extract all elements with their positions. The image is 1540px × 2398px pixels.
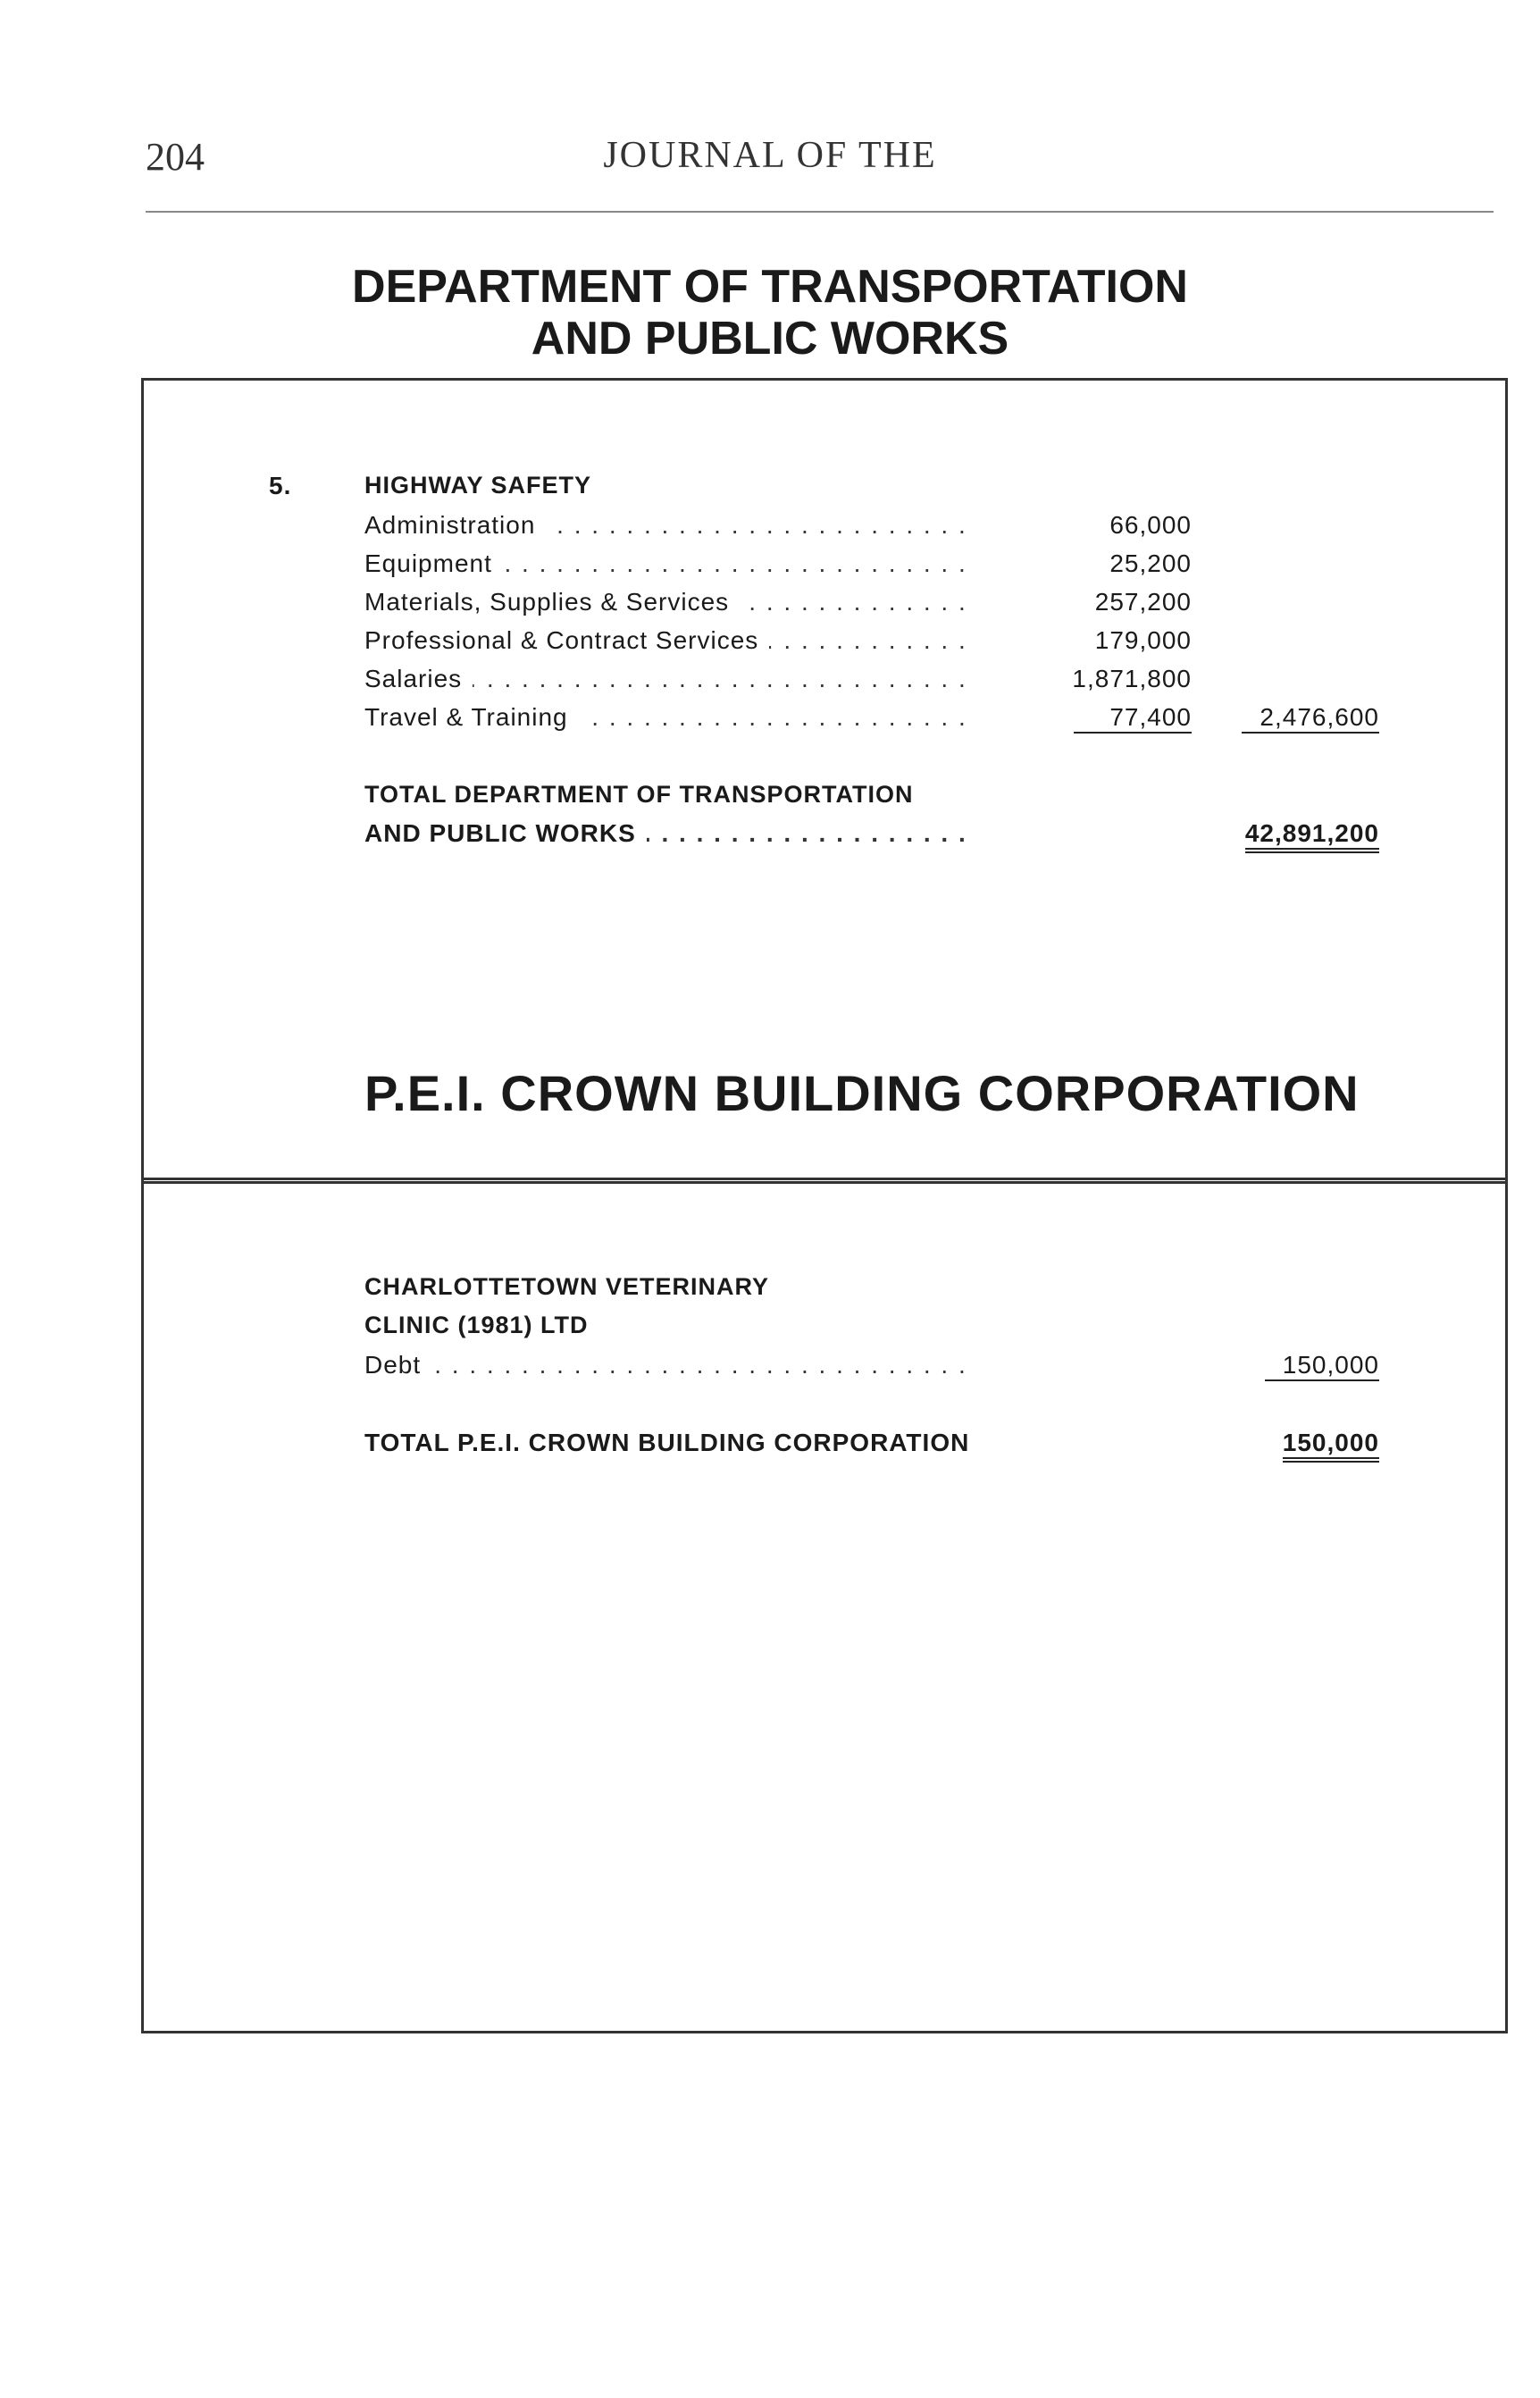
department-total-label-line1: TOTAL DEPARTMENT OF TRANSPORTATION [364, 781, 914, 808]
page-number: 204 [146, 135, 205, 179]
department-total-label-line2: AND PUBLIC WORKS [364, 819, 647, 847]
line-item-label: Materials, Supplies & Services [364, 588, 740, 616]
line-item [364, 703, 1379, 739]
department-heading-line2: AND PUBLIC WORKS [531, 313, 1009, 365]
corporation-box [141, 1178, 1508, 2033]
line-item-amount: 66,000 [1109, 511, 1192, 539]
corporation-total-label: TOTAL P.E.I. CROWN BUILDING CORPORATION [364, 1429, 970, 1456]
line-item-label: Administration [364, 511, 546, 539]
item-number: 5. [269, 472, 292, 499]
line-item-amount: 77,400 [1074, 703, 1192, 734]
entity-name-line2: CLINIC (1981) LTD [364, 1312, 589, 1338]
line-item-label: Travel & Training [364, 703, 579, 731]
line-item-label: Equipment [364, 549, 503, 577]
line-item [364, 511, 1379, 547]
line-item-label: Professional & Contract Services [364, 626, 769, 654]
department-total-amount: 42,891,200 [1245, 819, 1379, 853]
section-title: HIGHWAY SAFETY [364, 472, 592, 499]
line-item-amount: 257,200 [1094, 588, 1192, 616]
corporation-total [364, 1429, 1379, 1464]
line-item [364, 626, 1379, 662]
section-subtotal: 2,476,600 [1242, 703, 1379, 734]
line-item-label: Salaries [364, 665, 473, 692]
department-total [364, 819, 1379, 855]
debt-label: Debt [364, 1351, 431, 1379]
corporation-total-amount: 150,000 [1283, 1429, 1379, 1463]
line-item-amount: 1,871,800 [1072, 665, 1192, 692]
corporation-heading: P.E.I. CROWN BUILDING CORPORATION [364, 1065, 1360, 1121]
line-item [364, 549, 1379, 585]
line-item [364, 588, 1379, 624]
department-heading [0, 261, 1540, 365]
line-item-amount: 25,200 [1109, 549, 1192, 577]
debt-line [364, 1351, 1379, 1387]
journal-title: JOURNAL OF THE [603, 135, 937, 176]
department-heading-line1: DEPARTMENT OF TRANSPORTATION [352, 261, 1188, 313]
header-rule [146, 211, 1494, 213]
line-item [364, 665, 1379, 700]
entity-name-line1: CHARLOTTETOWN VETERINARY [364, 1273, 769, 1300]
line-item-amount: 179,000 [1094, 626, 1192, 654]
debt-amount: 150,000 [1265, 1351, 1379, 1381]
